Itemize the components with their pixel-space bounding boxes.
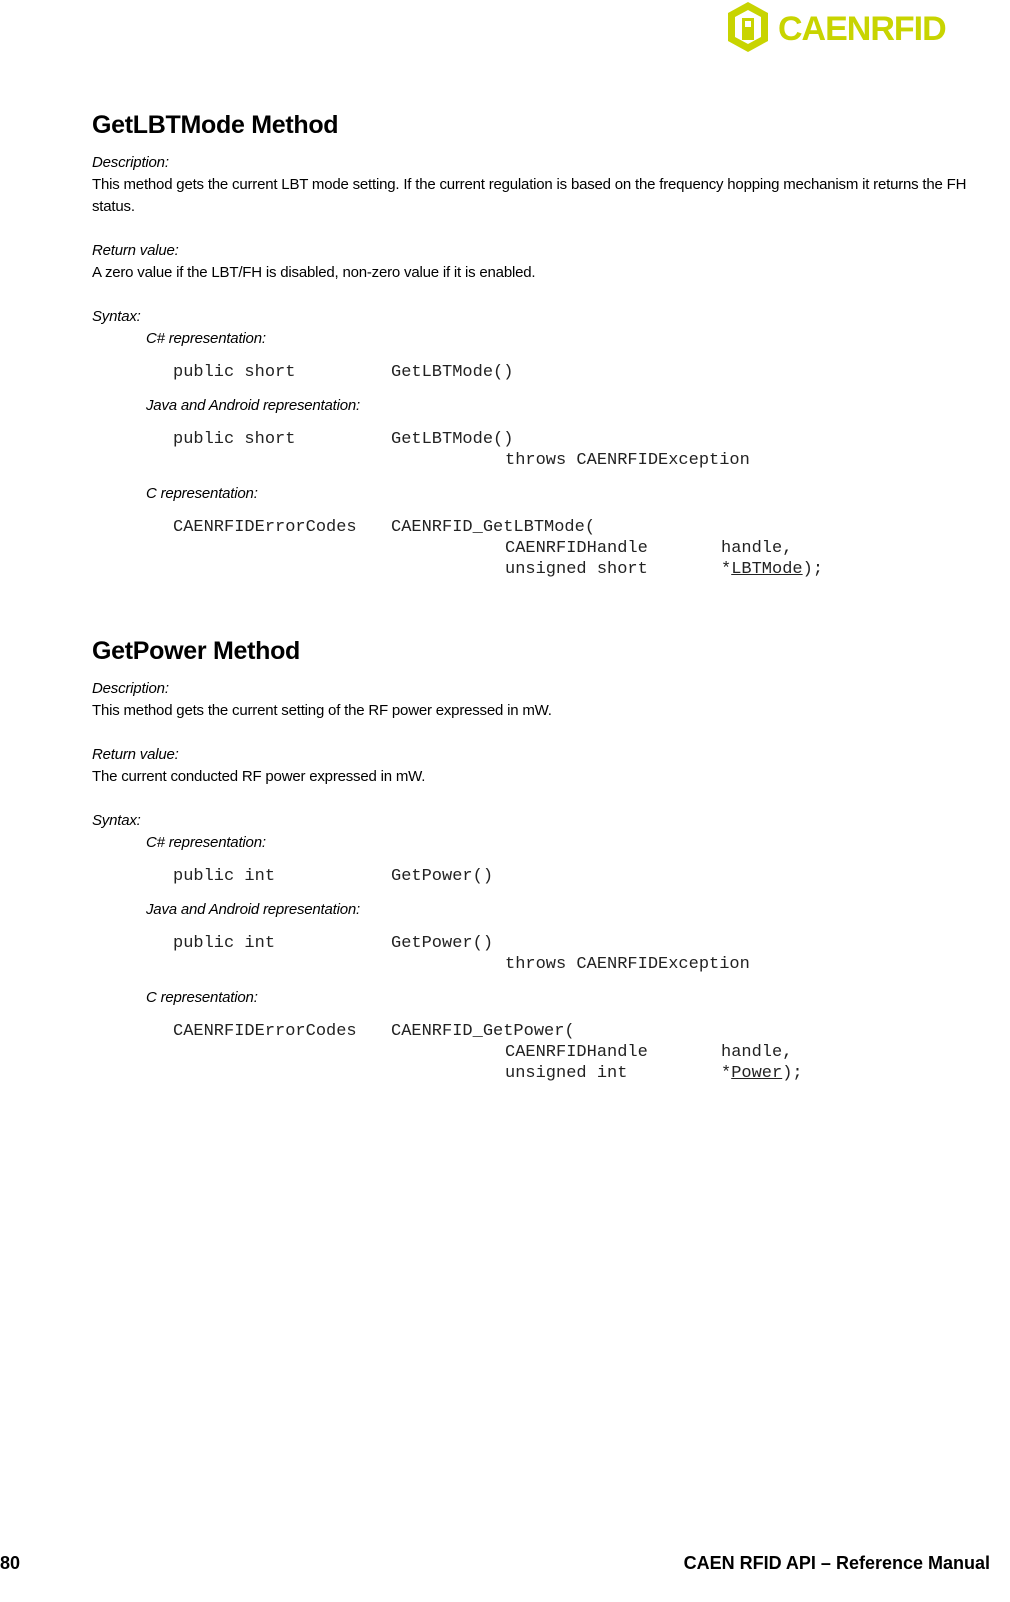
caenrfid-logo	[726, 0, 1006, 60]
code-param-name-link[interactable]: Power	[731, 1064, 783, 1083]
code-end: );	[802, 560, 824, 579]
code-type: public short	[173, 363, 296, 382]
description-text: This method gets the current setting of the RF power expressed in mW.	[92, 702, 552, 719]
java-code	[173, 933, 1002, 975]
description-label: Description:	[92, 680, 169, 697]
java-code	[173, 429, 1002, 471]
code-param-name: handle,	[721, 1043, 793, 1062]
code-method: CAENRFID_GetLBTMode(	[391, 518, 596, 537]
code-param-type: unsigned int	[505, 1064, 628, 1083]
c-code	[173, 517, 1002, 580]
code-type: CAENRFIDErrorCodes	[173, 518, 357, 537]
return-label: Return value:	[92, 242, 179, 259]
code-end: );	[782, 1064, 803, 1083]
code-method: GetPower()	[391, 934, 494, 953]
code-param-type: CAENRFIDHandle	[505, 1043, 648, 1062]
return-label: Return value:	[92, 746, 179, 763]
code-throws: throws CAENRFIDException	[505, 955, 750, 974]
code-param-type: CAENRFIDHandle	[505, 539, 648, 558]
description-text: This method gets the current LBT mode setting. If the current regulation is based on the frequency hopping mechanism it returns the FH status.	[92, 176, 967, 215]
code-star: *	[721, 1064, 732, 1083]
code-type: public int	[173, 934, 276, 953]
code-param-name-link[interactable]: LBTMode	[731, 560, 803, 579]
section-title: GetPower Method	[92, 637, 301, 665]
page-footer	[0, 1548, 1010, 1578]
page-number: 80	[0, 1553, 21, 1573]
caenrfid-logo-graphic	[726, 0, 1006, 60]
csharp-code	[173, 866, 1002, 887]
section-getlbtmode	[92, 110, 1002, 580]
code-method: GetLBTMode()	[391, 363, 514, 382]
section-title: GetLBTMode Method	[92, 111, 339, 139]
code-throws: throws CAENRFIDException	[505, 451, 750, 470]
code-type: public short	[173, 430, 296, 449]
syntax-label: Syntax:	[92, 812, 141, 829]
logo-text: CAENRFID	[778, 10, 946, 48]
code-method: GetLBTMode()	[391, 430, 514, 449]
csharp-code	[173, 362, 1002, 383]
return-text: A zero value if the LBT/FH is disabled, non-zero value if it is enabled.	[92, 264, 536, 281]
java-label: Java and Android representation:	[146, 397, 361, 414]
c-label: C representation:	[146, 485, 258, 502]
code-star: *	[721, 560, 732, 579]
csharp-label: C# representation:	[146, 330, 266, 347]
code-param-pointer	[721, 1063, 803, 1084]
return-text: The current conducted RF power expressed in mW.	[92, 768, 426, 785]
c-code	[173, 1021, 1002, 1084]
section-getpower	[92, 636, 1002, 1084]
java-label: Java and Android representation:	[146, 901, 361, 918]
footer-title: CAEN RFID API – Reference Manual	[683, 1553, 990, 1573]
csharp-label: C# representation:	[146, 834, 266, 851]
code-type: CAENRFIDErrorCodes	[173, 1022, 357, 1041]
c-label: C representation:	[146, 989, 258, 1006]
code-method: CAENRFID_GetPower(	[391, 1022, 575, 1041]
code-param-pointer	[721, 559, 823, 580]
code-type: public int	[173, 867, 276, 886]
code-param-name: handle,	[721, 539, 793, 558]
code-method: GetPower()	[391, 867, 494, 886]
code-param-type: unsigned short	[505, 560, 648, 579]
syntax-label: Syntax:	[92, 308, 141, 325]
description-label: Description:	[92, 154, 169, 171]
